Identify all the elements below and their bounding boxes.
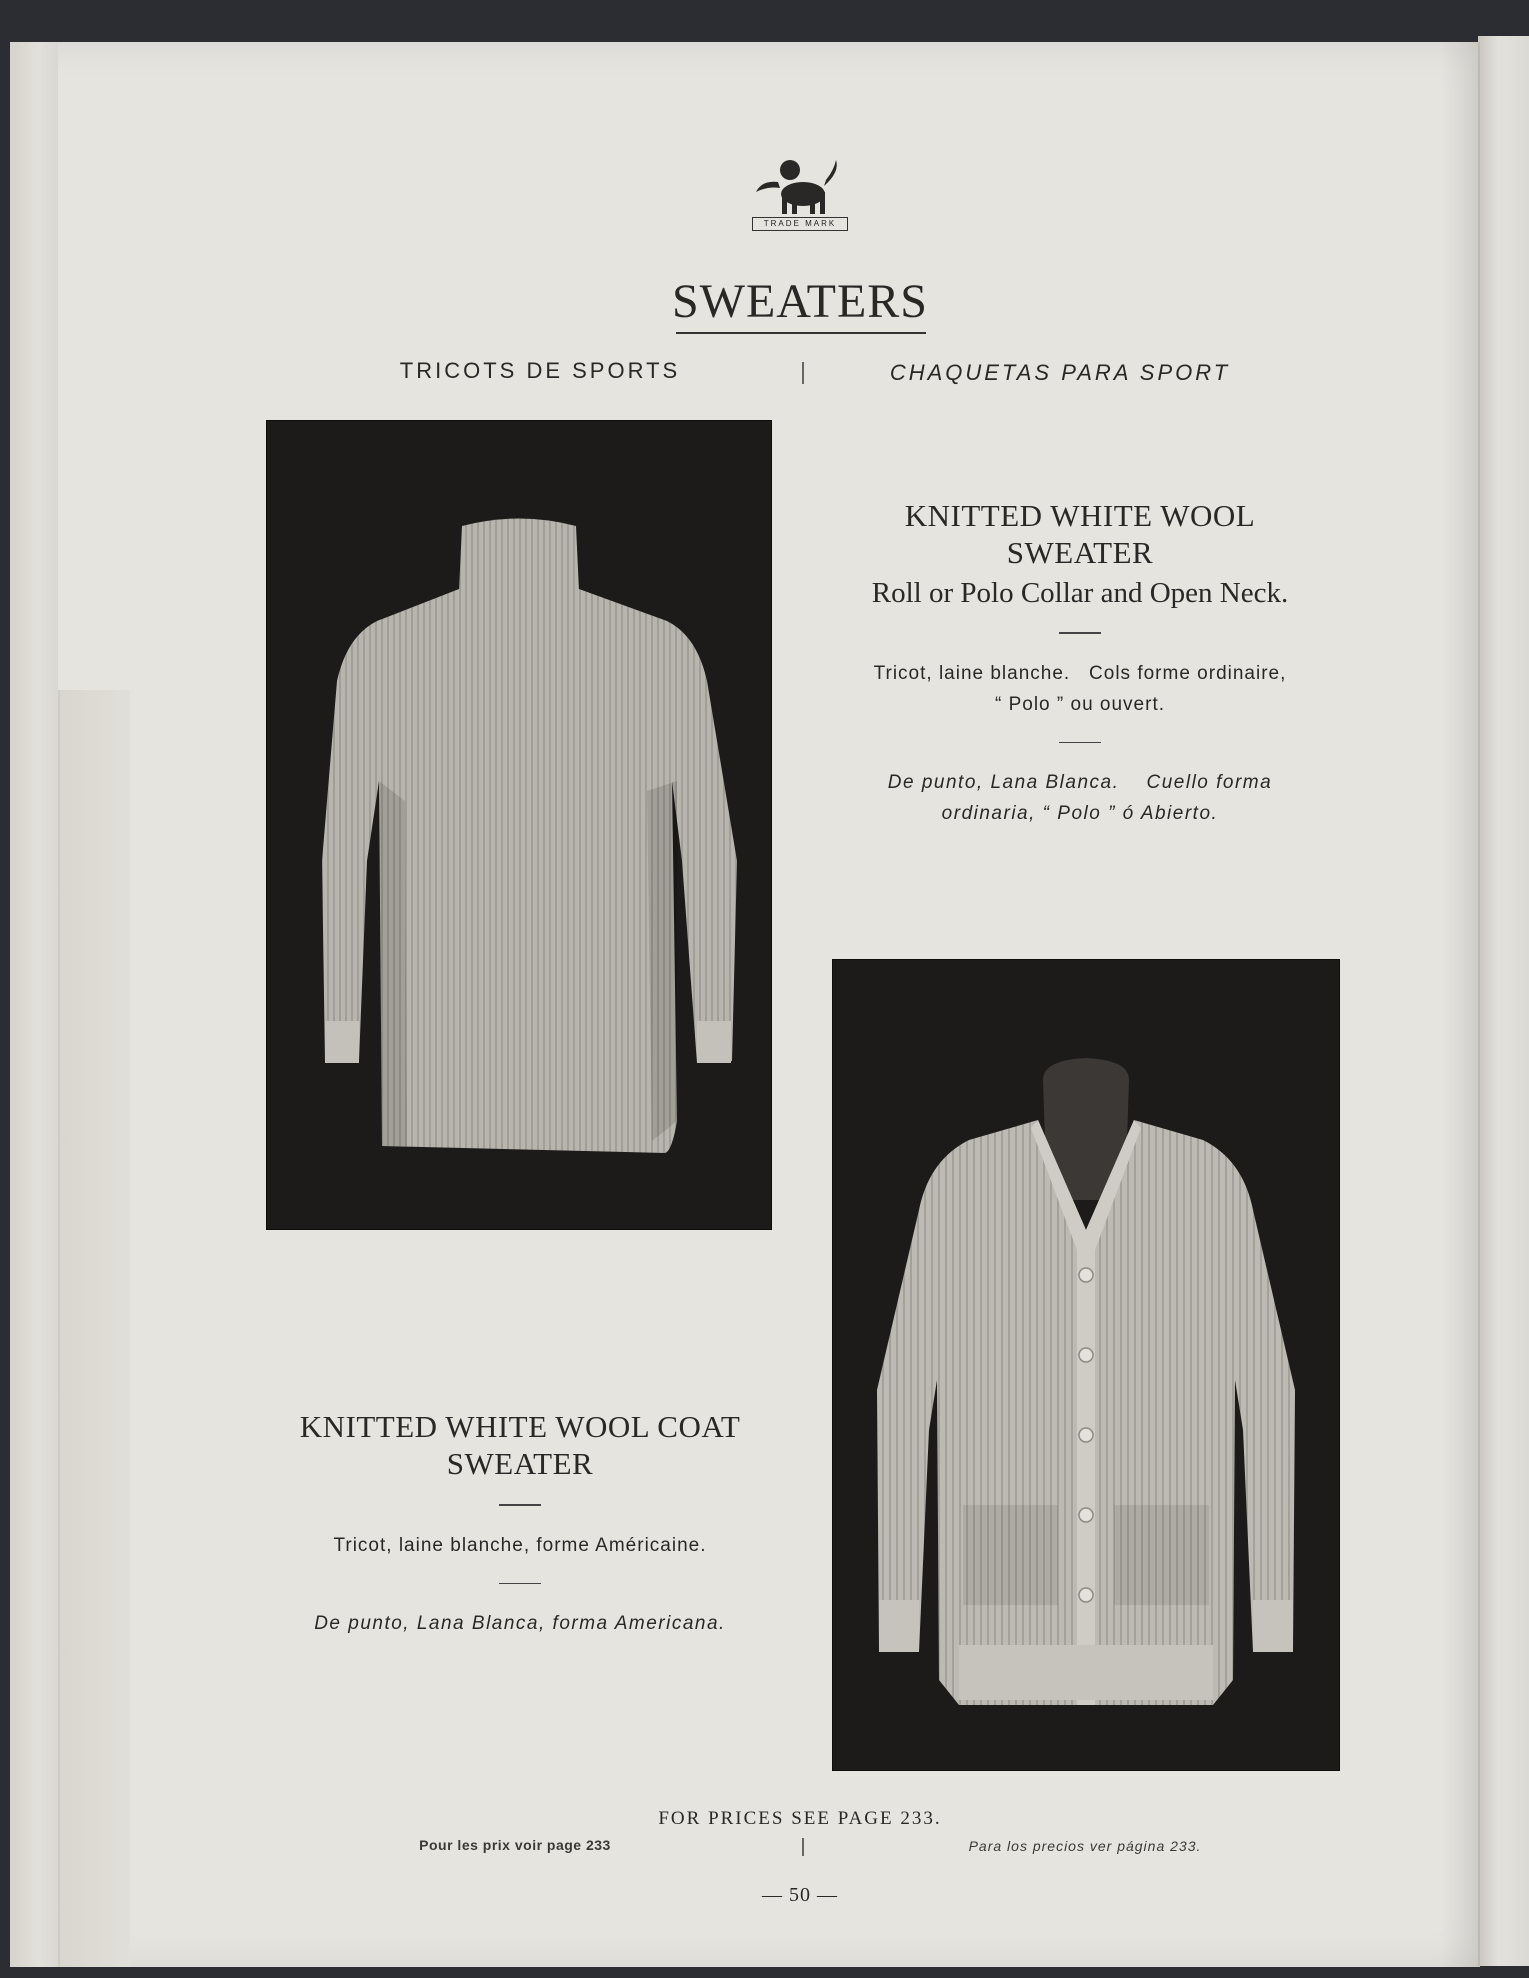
page-tab bbox=[58, 690, 130, 1967]
product-heading-line: SWEATER bbox=[1006, 535, 1154, 570]
spine-shadow bbox=[1440, 42, 1480, 1967]
spanish-description: De punto, Lana Blanca, forma Americana. bbox=[314, 1613, 726, 1634]
spanish-line: De punto, Lana Blanca. Cuello forma bbox=[887, 772, 1273, 793]
trademark-label: TRADE MARK bbox=[752, 217, 848, 231]
french-description: Tricot, laine blanche, forme Américaine. bbox=[333, 1534, 707, 1556]
spanish-line: ordinaria, “ Polo ” ó Abierto. bbox=[941, 803, 1219, 824]
product-coat-sweater-description bbox=[240, 1408, 800, 1639]
photo-coat-sweater bbox=[833, 960, 1339, 1770]
prices-divider bbox=[802, 1838, 804, 1856]
product-heading-line: KNITTED WHITE WOOL bbox=[904, 498, 1256, 533]
prices-note-spanish: Para los precios ver página 233. bbox=[968, 1838, 1202, 1854]
prices-note-english: FOR PRICES SEE PAGE 233. bbox=[658, 1808, 942, 1829]
divider-rule bbox=[499, 1504, 541, 1506]
product-heading bbox=[240, 1408, 800, 1482]
french-line: “ Polo ” ou ouvert. bbox=[994, 693, 1166, 715]
product-heading bbox=[800, 497, 1360, 571]
divider-rule bbox=[499, 1583, 541, 1585]
divider-rule bbox=[1059, 742, 1101, 744]
spanish-description bbox=[800, 767, 1360, 829]
page-edge-left bbox=[10, 42, 58, 1967]
divider-rule bbox=[1059, 632, 1101, 634]
product-heading-line: KNITTED WHITE WOOL COAT bbox=[299, 1409, 741, 1444]
subtitle-divider bbox=[802, 362, 804, 384]
french-description bbox=[800, 658, 1360, 720]
page-title: SWEATERS bbox=[671, 275, 928, 328]
prices-note-french: Pour les prix voir page 233 bbox=[419, 1837, 611, 1853]
product-subheading: Roll or Polo Collar and Open Neck. bbox=[871, 577, 1289, 609]
subtitle-spanish: CHAQUETAS PARA SPORT bbox=[889, 360, 1231, 385]
product-roll-neck-description bbox=[800, 497, 1360, 829]
product-heading-line: SWEATER bbox=[446, 1446, 594, 1481]
title-underline bbox=[676, 332, 926, 334]
subtitle-french: TRICOTS DE SPORTS bbox=[399, 358, 681, 383]
photo-roll-neck-sweater bbox=[267, 421, 771, 1229]
french-line: Tricot, laine blanche. Cols forme ordinaire, bbox=[873, 662, 1287, 684]
page-number: — 50 — bbox=[762, 1884, 838, 1906]
